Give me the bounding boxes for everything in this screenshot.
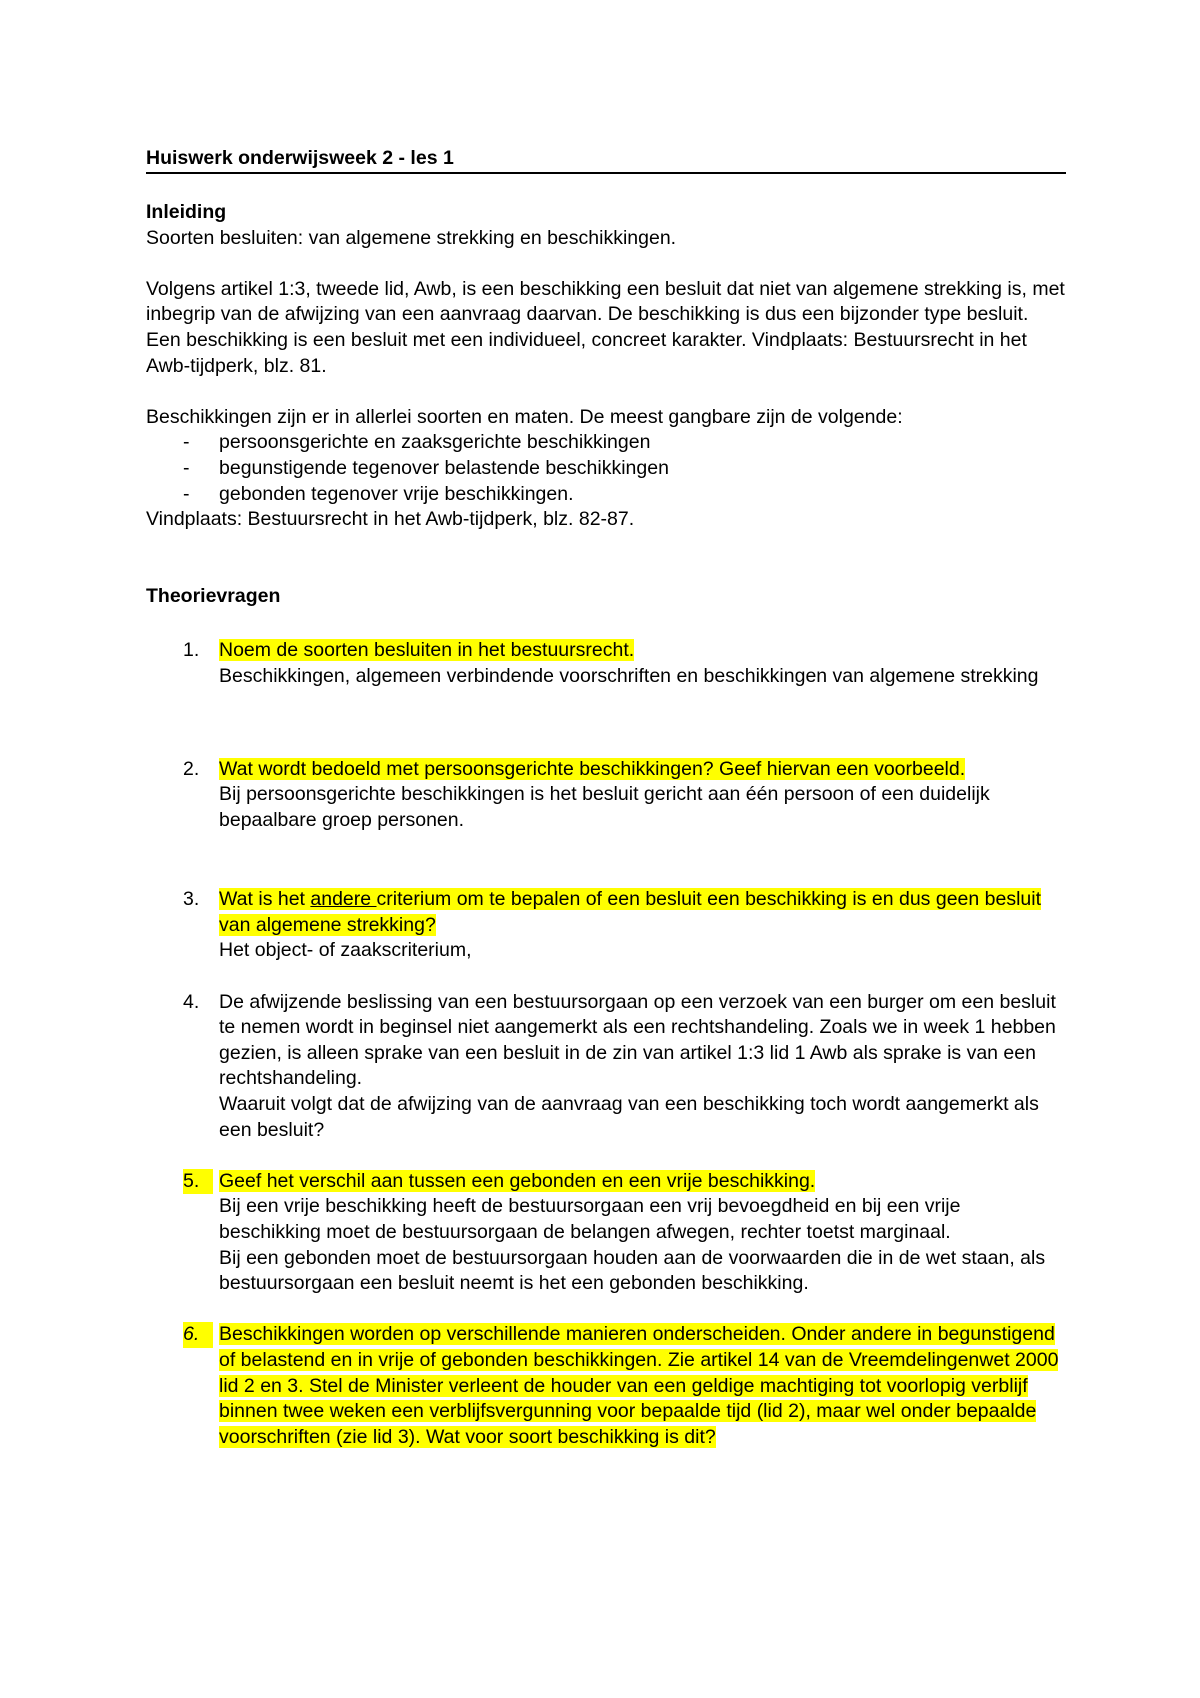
types-source: Vindplaats: Bestuursrecht in het Awb-tijdperk, blz. 82-87. <box>146 508 635 531</box>
intro-paragraph: Volgens artikel 1:3, tweede lid, Awb, is een beschikking een besluit dat niet van algemene strekking is, met inbegrip van de afwijzing van een aanvraag daarvan. De beschikking is dus een bijzonder type besluit. Een beschikking is een besluit met een individueel, concreet karakter. Vindplaats: Bestuursrecht in het Awb-tijdperk, blz. 81. <box>146 277 1065 377</box>
question-4 <box>146 990 1066 1144</box>
intro-line: Soorten besluiten: van algemene strekking en beschikkingen. <box>146 226 677 249</box>
question-text: De afwijzende beslissing van een bestuursorgaan op een verzoek van een burger om een besluit te nemen wordt in beginsel niet aangemerkt als een rechtshandeling. Zoals we in week 1 hebben gezien, is alleen sprake van een besluit in de zin van artikel 1:3 lid 1 Awb als sprake is van een rechtshandeling. <box>219 990 1056 1090</box>
answer-text: Bij persoonsgerichte beschikkingen is het besluit gericht aan één persoon of een duidelijk bepaalbare groep personen. <box>219 783 990 831</box>
question-text: Beschikkingen worden op verschillende manieren onderscheiden. Onder andere in begunstigend of belastend en in vrije of gebonden beschikkingen. Zie artikel 14 van de Vreemdelingenwet 2000 lid 2 en 3. Stel de Minister verleent de houder van een geldige machtiging tot voorlopig verblijf binnen twee weken een verblijfsvergunning voor bepaalde tijd (lid 2), maar wel onder bepaalde voorschriften (zie lid 3). Wat voor soort beschikking is dit? <box>219 1323 1059 1448</box>
answer-text: Het object- of zaakscriterium, <box>219 939 472 962</box>
document-title: Huiswerk onderwijsweek 2 - les 1 <box>146 145 1066 174</box>
question-2 <box>146 757 1066 834</box>
underlined-word: andere <box>310 888 377 911</box>
list-item: - begunstigende tegenover belastende beschikkingen <box>146 456 1066 482</box>
document-content <box>146 145 1066 1450</box>
theory-heading: Theorievragen <box>146 584 281 607</box>
types-intro: Beschikkingen zijn er in allerlei soorten en maten. De meest gangbare zijn de volgende: <box>146 405 903 428</box>
question-text: Geef het verschil aan tussen een gebonden en een vrije beschikking. <box>219 1169 816 1192</box>
intro-heading: Inleiding <box>146 201 227 223</box>
dash-bullet: - <box>183 482 190 505</box>
question-text-2: Waaruit volgt dat de afwijzing van de aanvraag van een beschikking toch wordt aangemerkt als een besluit? <box>219 1093 1039 1141</box>
question-number: 4. <box>183 990 200 1013</box>
answer-text: Beschikkingen, algemeen verbindende voorschriften en beschikkingen van algemene strekking <box>219 664 1039 687</box>
question-6 <box>146 1322 1066 1450</box>
question-number: 6. <box>183 1322 213 1348</box>
question-text: Noem de soorten besluiten in het bestuursrecht. <box>219 639 635 662</box>
question-text: Wat wordt bedoeld met persoonsgerichte beschikkingen? Geef hiervan een voorbeeld. <box>219 757 966 780</box>
question-text: Wat is het andere criterium om te bepalen of een besluit een beschikking is en dus geen besluit van algemene strekking? <box>219 888 1042 936</box>
question-1 <box>146 638 1066 689</box>
answer-text-2: Bij een gebonden moet de bestuursorgaan houden aan de voorwaarden die in de wet staan, als bestuursorgaan een besluit neemt is het een gebonden beschikking. <box>219 1246 1046 1295</box>
list-item: - persoonsgerichte en zaaksgerichte beschikkingen <box>146 430 1066 456</box>
question-number: 1. <box>183 639 200 662</box>
question-number: 5. <box>183 1169 213 1195</box>
question-number: 3. <box>183 888 200 911</box>
list-item: - gebonden tegenover vrije beschikkingen. <box>146 482 1066 508</box>
question-number: 2. <box>183 757 200 780</box>
answer-text: Bij een vrije beschikking heeft de bestuursorgaan een vrij bevoegdheid en bij een vrije beschikking moet de bestuursorgaan de belangen afwegen, rechter toetst marginaal. <box>219 1195 961 1243</box>
dash-bullet: - <box>183 456 190 479</box>
dash-bullet: - <box>183 431 190 454</box>
question-3 <box>146 887 1066 964</box>
types-list <box>146 430 1066 507</box>
question-5 <box>146 1169 1066 1297</box>
